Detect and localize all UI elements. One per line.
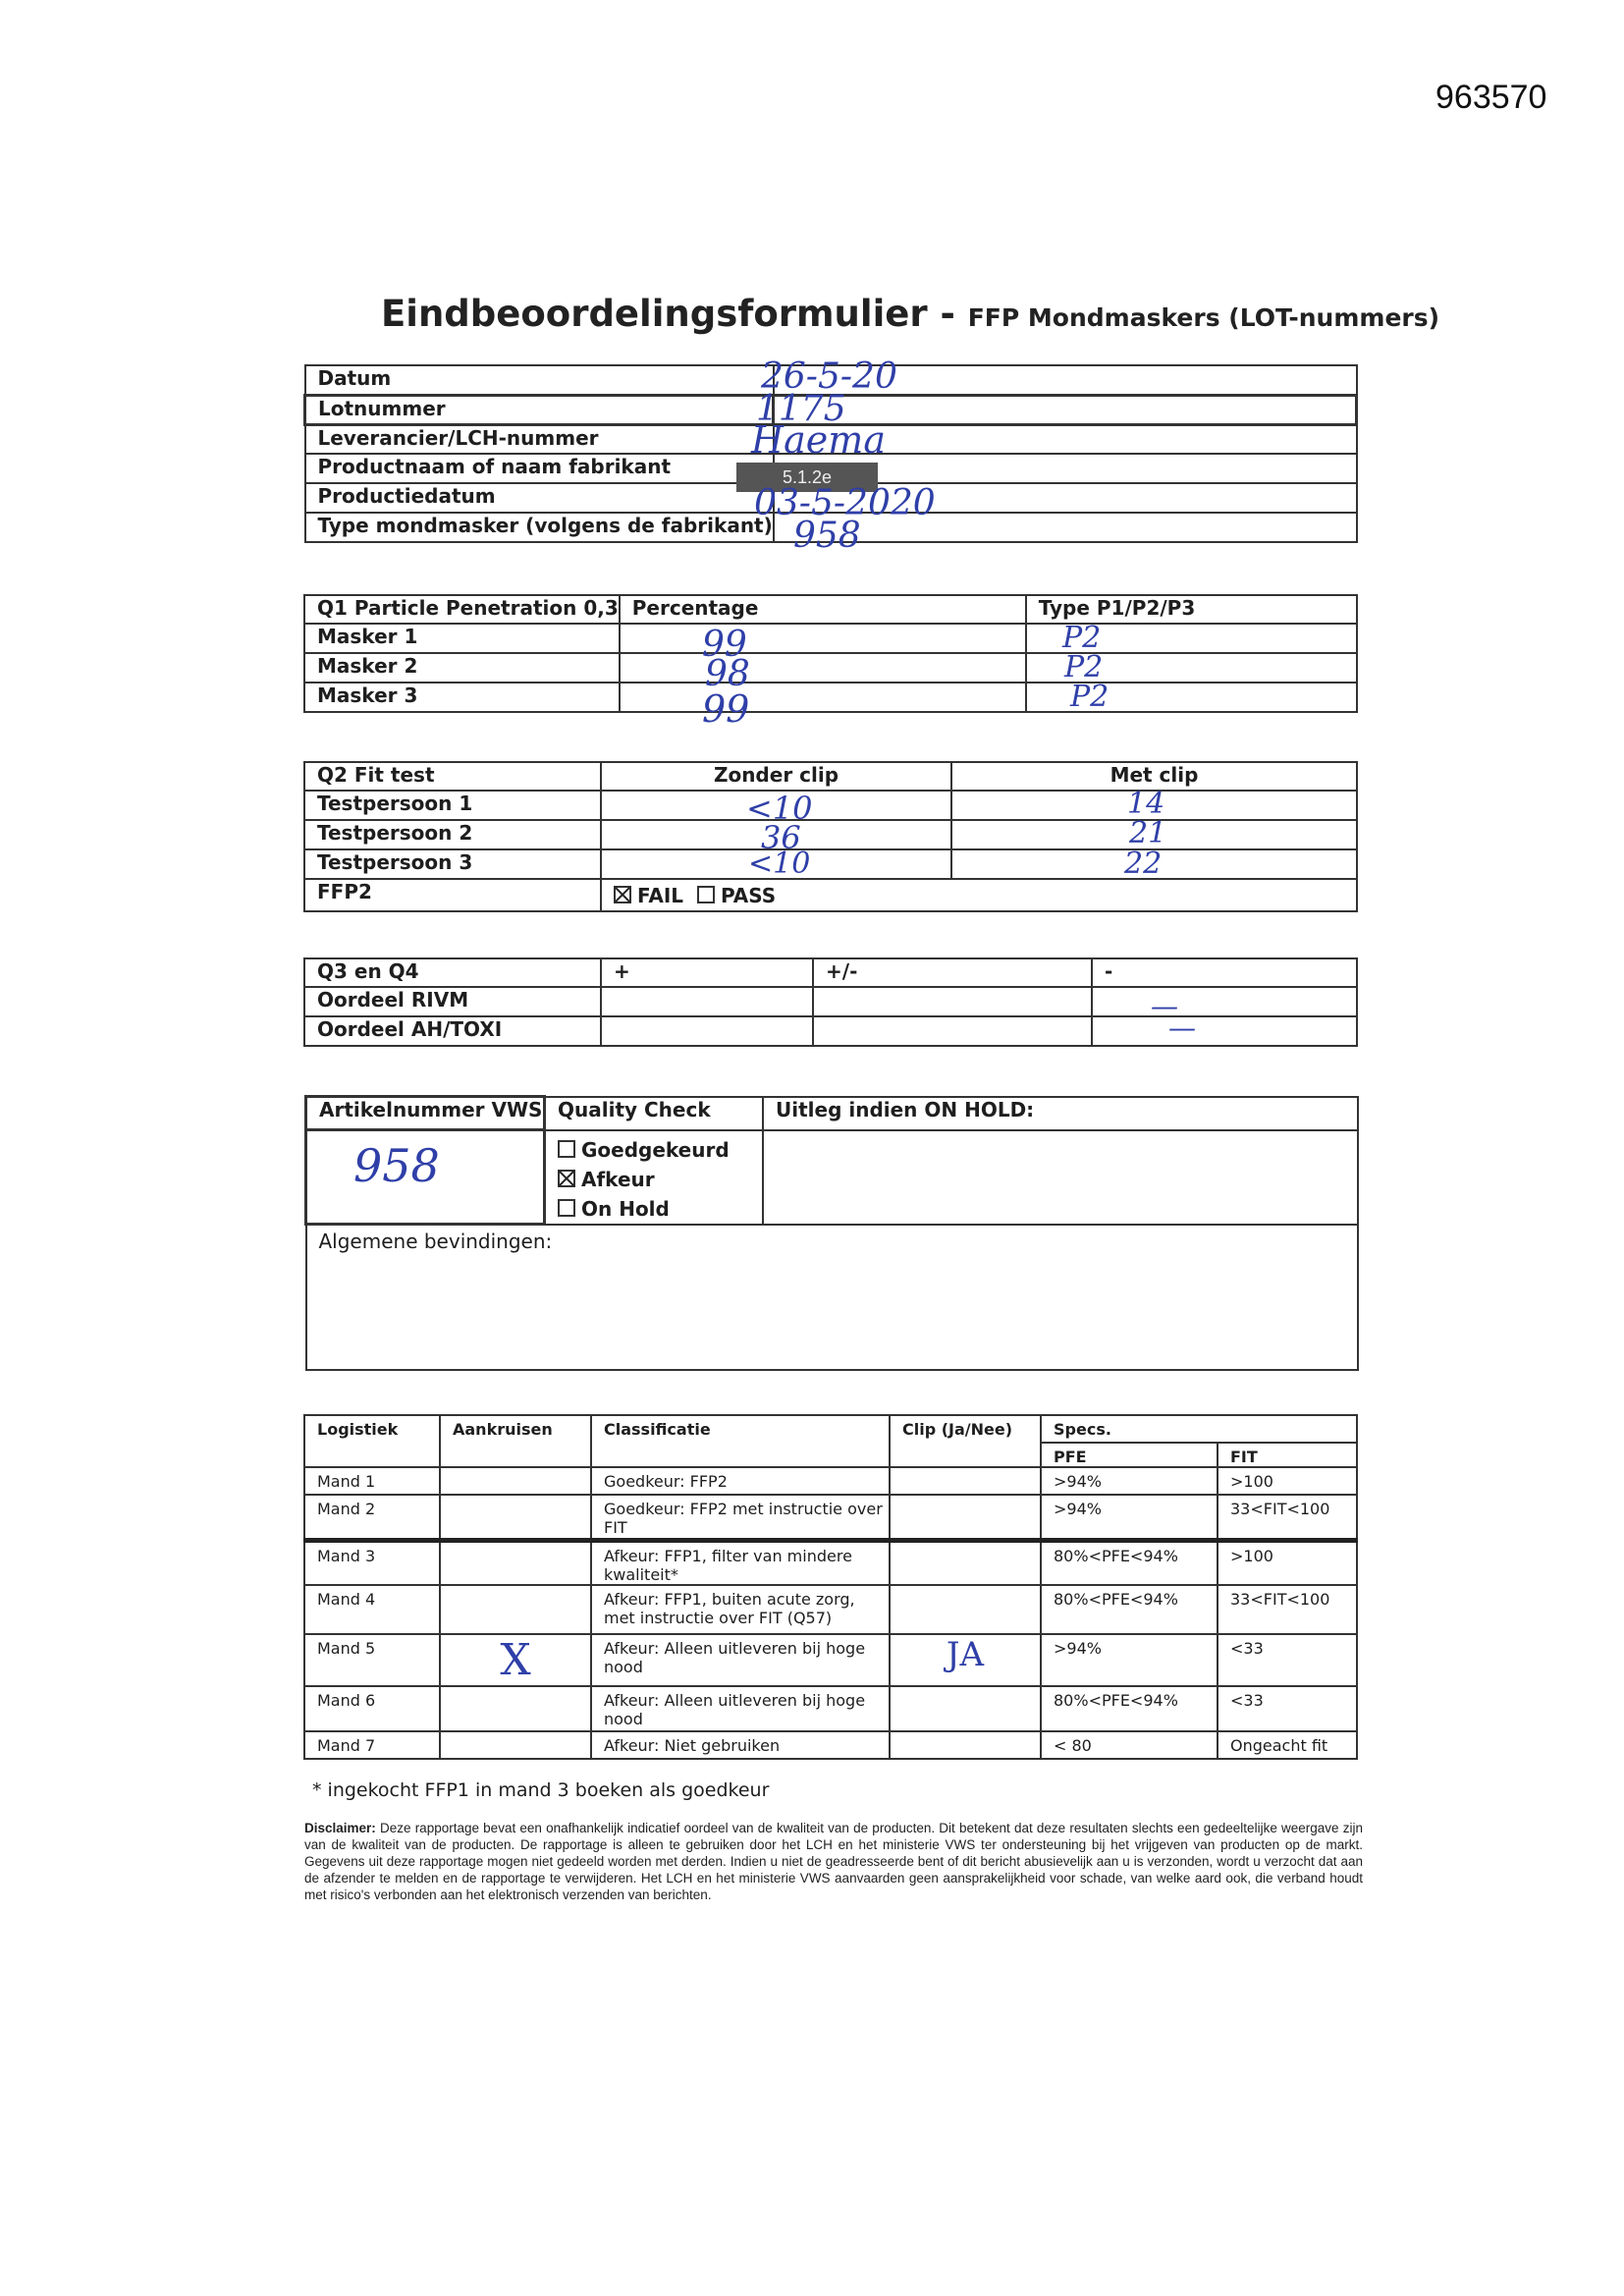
log-header-logistiek: Logistiek	[304, 1415, 440, 1467]
q2-ffp2-result	[601, 879, 1357, 911]
hw-q2-zonder-3: <10	[748, 847, 811, 881]
hw-q3-rivm-minus: —	[1151, 990, 1178, 1022]
q1-row-label: Masker 1	[304, 624, 620, 653]
q2-header-met: Met clip	[951, 762, 1357, 791]
option-goedgekeurd: Goedgekeurd	[558, 1135, 762, 1165]
disclaimer-label: Disclaimer:	[304, 1821, 376, 1835]
table-row: Mand 5 X Afkeur: Alleen uitleveren bij hoge nood JA >94% <33	[304, 1634, 1357, 1686]
hw-q2-zonder-1: <10	[746, 790, 813, 827]
disclaimer-text: Deze rapportage bevat een onafhankelijk indicatief oordeel van de kwaliteit van de producten. Dit betekent dat deze resultaten slechts een gedeeltelijke weergave zijn van de kwaliteit van de producten. De rapportage is alleen te gebruiken door het LCH en het ministerie VWS ter ondersteuning bij het vrijgeven van producten op de markt. Gegevens uit deze rapportage mogen niet gedeeld worden met derden. Indien u niet de geadresseerde bent of dit bericht abusievelijk aan u is verzonden, wordt u verzocht dat aan de afzender te melden en de rapportage te verwijderen. Het LCH en het ministerie VWS aanvaarden geen aansprakelijkheid voor schade, van welke aard ook, die verband houdt met risico's verbonden aan het elektronisch verzenden van berichten.	[304, 1821, 1363, 1902]
hw-q2-met-3: 22	[1124, 847, 1163, 881]
table-row: Mand 6 Afkeur: Alleen uitleveren bij hoge nood 80%<PFE<94% <33	[304, 1686, 1357, 1731]
table-row: Mand 7 Afkeur: Niet gebruiken < 80 Ongeacht fit	[304, 1731, 1357, 1759]
pass-label: PASS	[720, 884, 777, 907]
label-leverancier: Leverancier/LCH-nummer	[305, 424, 774, 454]
redacted-productnaam: 5.1.2e	[736, 463, 878, 492]
q3-table	[303, 957, 1358, 1047]
label-type-mondmasker: Type mondmasker (volgens de fabrikant)	[305, 513, 774, 542]
title-main: Eindbeoordelingsformulier	[381, 293, 928, 335]
artikel-label: Artikelnummer VWS	[306, 1097, 545, 1130]
hw-datum: 26-5-20	[761, 356, 897, 397]
hw-q1-perc-3: 99	[702, 687, 750, 731]
algemene-label: Algemene bevindingen:	[306, 1225, 1359, 1370]
q2-row-label: Testpersoon 1	[304, 791, 601, 820]
q2-row-label: Testpersoon 2	[304, 820, 601, 849]
label-datum: Datum	[305, 365, 774, 395]
q1-header-type: Type P1/P2/P3	[1026, 595, 1357, 624]
log-header-specs: Specs.	[1041, 1415, 1357, 1443]
goedgekeurd-checkbox[interactable]	[558, 1140, 575, 1158]
quality-options	[545, 1130, 764, 1225]
log-header-pfe: PFE	[1041, 1443, 1218, 1467]
q2-ffp2-label: FFP2	[304, 879, 601, 911]
table-row: Mand 4 Afkeur: FFP1, buiten acute zorg, met instructie over FIT (Q57) 80%<PFE<94% 33<FIT<100	[304, 1585, 1357, 1634]
q3-header-plusminus: +/-	[813, 958, 1092, 987]
hw-q1-type-3: P2	[1070, 680, 1110, 714]
pass-checkbox[interactable]	[697, 886, 715, 903]
q3-header-label: Q3 en Q4	[304, 958, 601, 987]
log-header-classificatie: Classificatie	[591, 1415, 890, 1467]
q1-header-label: Q1 Particle Penetration 0,3	[304, 595, 620, 624]
label-productiedatum: Productiedatum	[305, 483, 774, 513]
hw-q3-ah-minus: —	[1168, 1011, 1196, 1044]
quality-check-table	[304, 1095, 1359, 1371]
hw-q2-met-2: 21	[1129, 816, 1167, 850]
q3-header-minus: -	[1092, 958, 1357, 987]
q1-header-percentage: Percentage	[620, 595, 1026, 624]
table-row: Mand 2 Goedkeur: FFP2 met instructie over FIT >94% 33<FIT<100	[304, 1495, 1357, 1540]
q3-row-label: Oordeel RIVM	[304, 987, 601, 1016]
hw-productiedatum: 03-5-2020	[754, 483, 936, 523]
hw-mand5-mark: X	[500, 1635, 531, 1685]
q3-header-plus: +	[601, 958, 813, 987]
log-header-fit: FIT	[1218, 1443, 1357, 1467]
q1-row-label: Masker 3	[304, 683, 620, 712]
hw-q2-zonder-2: 36	[761, 819, 801, 856]
log-header-aankruisen: Aankruisen	[440, 1415, 591, 1467]
table-row: Mand 3 Afkeur: FFP1, filter van mindere kwaliteit* 80%<PFE<94% >100	[304, 1540, 1357, 1585]
q2-table	[303, 761, 1358, 912]
document-number: 963570	[1435, 79, 1547, 116]
logistiek-table	[303, 1414, 1358, 1760]
table-row: Mand 1 Goedkeur: FFP2 >94% >100	[304, 1467, 1357, 1495]
label-lotnummer: Lotnummer	[305, 395, 774, 424]
label-productnaam: Productnaam of naam fabrikant	[305, 454, 774, 483]
fail-label: FAIL	[637, 884, 684, 907]
disclaimer	[304, 1820, 1363, 1903]
page-title	[381, 293, 1439, 335]
hw-leverancier: Haema	[751, 418, 886, 462]
hw-q1-type-2: P2	[1064, 650, 1104, 684]
option-afkeur: Afkeur	[558, 1165, 762, 1194]
hw-lotnummer: 1175	[756, 389, 846, 429]
uitleg-label: Uitleg indien ON HOLD:	[763, 1097, 1358, 1130]
log-header-clip: Clip (Ja/Nee)	[890, 1415, 1041, 1467]
q2-header-zonder: Zonder clip	[601, 762, 951, 791]
q1-table	[303, 594, 1358, 713]
title-subtitle: FFP Mondmaskers (LOT-nummers)	[967, 303, 1440, 332]
fail-checkbox[interactable]	[614, 886, 631, 903]
uitleg-value-cell	[763, 1130, 1358, 1225]
hw-q1-perc-2: 98	[705, 654, 750, 694]
hw-type: 958	[793, 516, 861, 556]
option-on-hold: On Hold	[558, 1194, 762, 1224]
hw-q1-perc-1: 99	[702, 625, 747, 665]
title-dash: -	[927, 293, 968, 335]
hw-mand5-clip: JA	[946, 1635, 985, 1674]
hw-q1-type-1: P2	[1062, 621, 1102, 655]
q3-row-label: Oordeel AH/TOXI	[304, 1016, 601, 1046]
on-hold-checkbox[interactable]	[558, 1199, 575, 1217]
q1-row-label: Masker 2	[304, 653, 620, 683]
afkeur-checkbox[interactable]	[558, 1170, 575, 1187]
q2-header-label: Q2 Fit test	[304, 762, 601, 791]
footnote: * ingekocht FFP1 in mand 3 boeken als goedkeur	[312, 1779, 770, 1801]
hw-q2-met-1: 14	[1127, 787, 1165, 821]
hw-artikel-value: 958	[353, 1139, 440, 1192]
q2-row-label: Testpersoon 3	[304, 849, 601, 879]
quality-label: Quality Check	[545, 1097, 764, 1130]
